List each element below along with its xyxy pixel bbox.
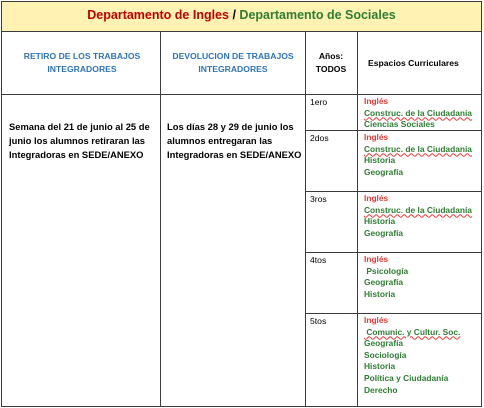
- subjects-list-3ros: [364, 193, 472, 239]
- schedule-table: [1, 1, 482, 407]
- subject-item: Geografía: [364, 338, 404, 349]
- year-label: 3ros: [310, 194, 327, 204]
- subjects-list-4tos: [364, 254, 408, 300]
- subject-item: Geografía: [364, 166, 404, 177]
- subject-item: Derecho: [364, 384, 398, 395]
- table-title: [2, 2, 481, 32]
- subject-item: Comunic. y Cultur. Soc.: [364, 326, 461, 337]
- subject-item: Psicología: [364, 265, 409, 276]
- row-divider: [305, 191, 482, 192]
- subject-item: Inglés: [364, 193, 389, 203]
- subjects-list-5tos: [364, 315, 460, 396]
- subject-item: Construc. de la Ciudadanía: [364, 143, 472, 154]
- subject-item: Construc. de la Ciudadanía: [364, 204, 472, 215]
- header-retiro: RETIRO DE LOS TRABAJOS INTEGRADORES: [23, 51, 141, 74]
- header-divider: [2, 94, 481, 95]
- row-divider: [305, 252, 482, 253]
- header-espacios: Espacios Curriculares: [368, 57, 459, 68]
- subject-item: Inglés: [364, 96, 389, 106]
- year-label: 2dos: [310, 133, 329, 143]
- year-label: 4tos: [310, 255, 327, 265]
- title-sociales: Departamento de Sociales: [239, 8, 396, 22]
- year-label: 1ero: [310, 97, 328, 107]
- devolucion-text: Los días 28 y 29 de junio los alumnos entregaran las Integradoras en SEDE/ANEXO: [167, 121, 302, 160]
- header-anios: Años: TODOS: [315, 51, 347, 74]
- title-ingles: Departamento de Ingles: [87, 8, 229, 22]
- column-divider: [160, 31, 161, 406]
- subject-item: Geografía: [364, 227, 404, 238]
- header-devolucion: DEVOLUCION DE TRABAJOS INTEGRADORES: [172, 51, 294, 74]
- subject-item: Historia: [364, 216, 396, 227]
- subjects-list-1ero: [364, 96, 472, 131]
- subjects-list-2dos: [364, 132, 472, 178]
- subject-item: Ciencias Sociales: [364, 119, 435, 130]
- subject-item: Historia: [364, 288, 396, 299]
- subject-item: Historia: [364, 155, 396, 166]
- column-divider: [357, 31, 358, 406]
- row-divider: [305, 313, 482, 314]
- year-label: 5tos: [310, 316, 327, 326]
- subject-item: Política y Ciudadanía: [364, 372, 449, 383]
- subject-item: Historia: [364, 361, 396, 372]
- subject-item: Inglés: [364, 254, 389, 264]
- subject-item: Sociología: [364, 349, 407, 360]
- column-divider: [305, 31, 306, 406]
- subject-item: Geografía: [364, 277, 404, 288]
- subject-item: Inglés: [364, 315, 389, 325]
- retiro-text: Semana del 21 de junio al 25 de junio los alumnos retiraran las Integradoras en SEDE/ANEXO: [9, 121, 150, 160]
- title-separator: /: [232, 8, 236, 22]
- subject-item: Inglés: [364, 132, 389, 142]
- subject-item: Construc. de la Ciudadanía: [364, 107, 472, 118]
